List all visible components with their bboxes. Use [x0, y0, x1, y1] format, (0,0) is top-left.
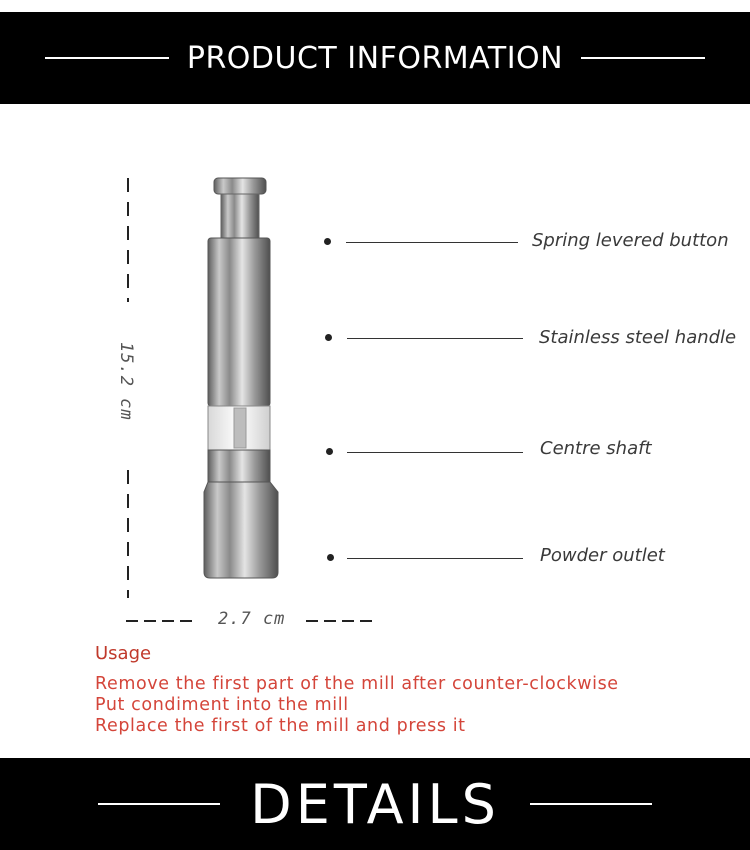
callout-label: Stainless steel handle — [539, 327, 737, 348]
callout-line — [346, 242, 518, 243]
callout-dot — [326, 448, 333, 455]
usage-line: Replace the first of the mill and press it — [95, 716, 466, 736]
button-shaft — [221, 194, 259, 240]
pepper-mill-image — [190, 170, 300, 585]
footer-title: DETAILS — [250, 772, 500, 836]
callout-line — [347, 338, 523, 339]
usage-title: Usage — [95, 643, 152, 664]
powder-outlet-base — [204, 482, 278, 578]
footer-right-rule — [530, 803, 652, 805]
callout-dot — [324, 238, 331, 245]
callout-label: Powder outlet — [540, 545, 665, 566]
callout-dot — [325, 334, 332, 341]
height-dimension-label: 15.2 cm — [116, 342, 136, 421]
callout-dot — [327, 554, 334, 561]
lower-collar — [208, 450, 270, 482]
footer-left-rule — [98, 803, 220, 805]
button-cap — [214, 178, 266, 194]
width-dimension-label: 2.7 cm — [218, 609, 286, 629]
callout-label: Centre shaft — [540, 438, 652, 459]
usage-line: Remove the first part of the mill after counter-clockwise — [95, 674, 619, 694]
callout-line — [347, 558, 523, 559]
usage-line: Put condiment into the mill — [95, 695, 349, 715]
steel-handle — [208, 238, 270, 406]
callout-label: Spring levered button — [532, 230, 729, 251]
footer-banner — [0, 758, 750, 850]
header-title: PRODUCT INFORMATION — [186, 40, 564, 76]
centre-shaft-shape — [234, 408, 246, 448]
callout-line — [347, 452, 523, 453]
